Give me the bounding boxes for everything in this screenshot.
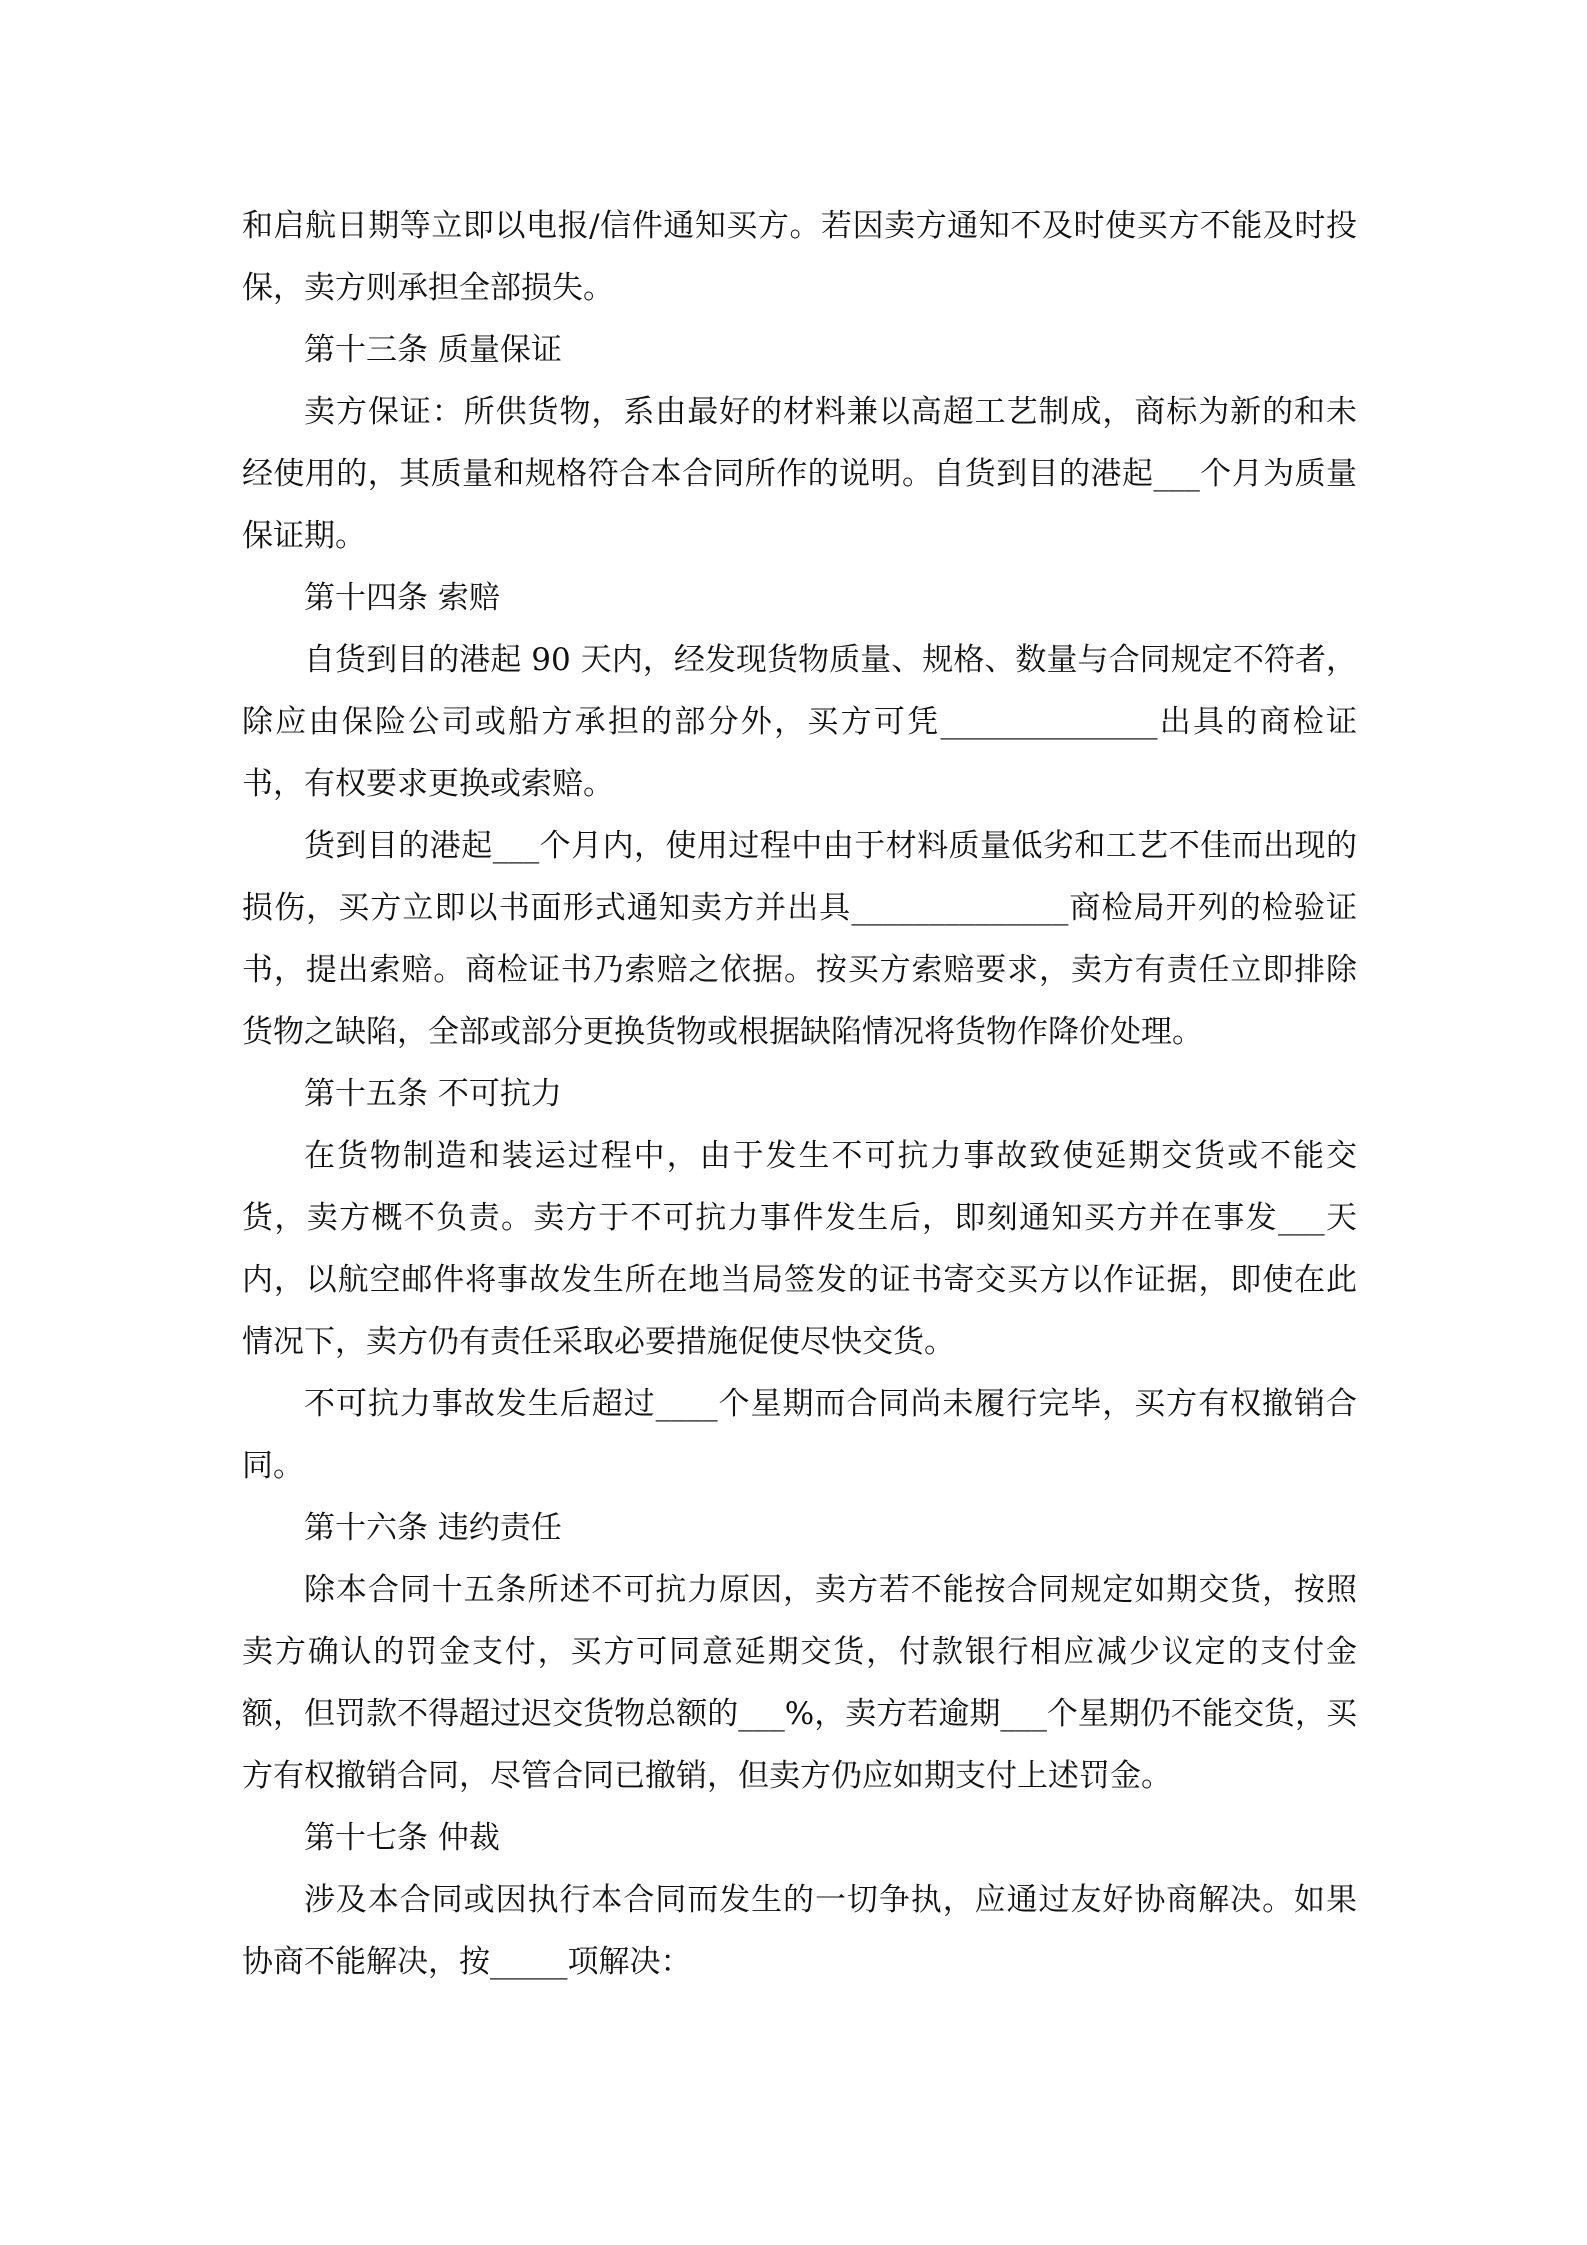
heading-article-17: 第十七条 仲裁 — [304, 1820, 500, 1856]
heading-article-16: 第十六条 违约责任 — [304, 1510, 562, 1546]
document-page — [242, 195, 1357, 1993]
paragraph-quality-guarantee: 卖方保证：所供货物，系由最好的材料兼以高超工艺制成，商标为新的和未经使用的，其质量和规格符合本合同所作的说明。自货到目的港起___个月为质量保证期。 — [242, 394, 1357, 554]
paragraph-force-majeure-2: 不可抗力事故发生后超过____个星期而合同尚未履行完毕，买方有权撤销合同。 — [242, 1386, 1357, 1484]
heading-article-13: 第十三条 质量保证 — [304, 332, 562, 368]
paragraph-notification-continued: 和启航日期等立即以电报/信件通知买方。若因卖方通知不及时使买方不能及时投保，卖方则承担全部损失。 — [242, 208, 1357, 306]
paragraph-breach-liability: 除本合同十五条所述不可抗力原因，卖方若不能按合同规定如期交货，按照卖方确认的罚金支付，买方可同意延期交货，付款银行相应减少议定的支付金额，但罚款不得超过迟交货物总额的___%，卖方若逾期___个星期仍不能交货，买方有权撤销合同，尽管合同已撤销，但卖方仍应如期支付上述罚金。 — [242, 1572, 1357, 1794]
paragraph-claims-2: 货到目的港起___个月内，使用过程中由于材料质量低劣和工艺不佳而出现的损伤，买方立即以书面形式通知卖方并出具______________商检局开列的检验证书，提出索赔。商检证书乃索赔之依据。按买方索赔要求，卖方有责任立即排除货物之缺陷，全部或部分更换货物或根据缺陷情况将货物作降价处理。 — [242, 828, 1357, 1050]
paragraph-arbitration: 涉及本合同或因执行本合同而发生的一切争执，应通过友好协商解决。如果协商不能解决，按_____项解决： — [242, 1882, 1357, 1980]
paragraph-claims-1: 自货到目的港起 90 天内，经发现货物质量、规格、数量与合同规定不符者，除应由保险公司或船方承担的部分外，买方可凭______________出具的商检证书，有权要求更换或索赔。 — [242, 642, 1357, 802]
heading-article-15: 第十五条 不可抗力 — [304, 1076, 562, 1112]
heading-article-14: 第十四条 索赔 — [304, 580, 500, 616]
paragraph-force-majeure-1: 在货物制造和装运过程中，由于发生不可抗力事故致使延期交货或不能交货，卖方概不负责。卖方于不可抗力事件发生后，即刻通知买方并在事发___天内，以航空邮件将事故发生所在地当局签发的证书寄交买方以作证据，即使在此情况下，卖方仍有责任采取必要措施促使尽快交货。 — [242, 1138, 1357, 1360]
